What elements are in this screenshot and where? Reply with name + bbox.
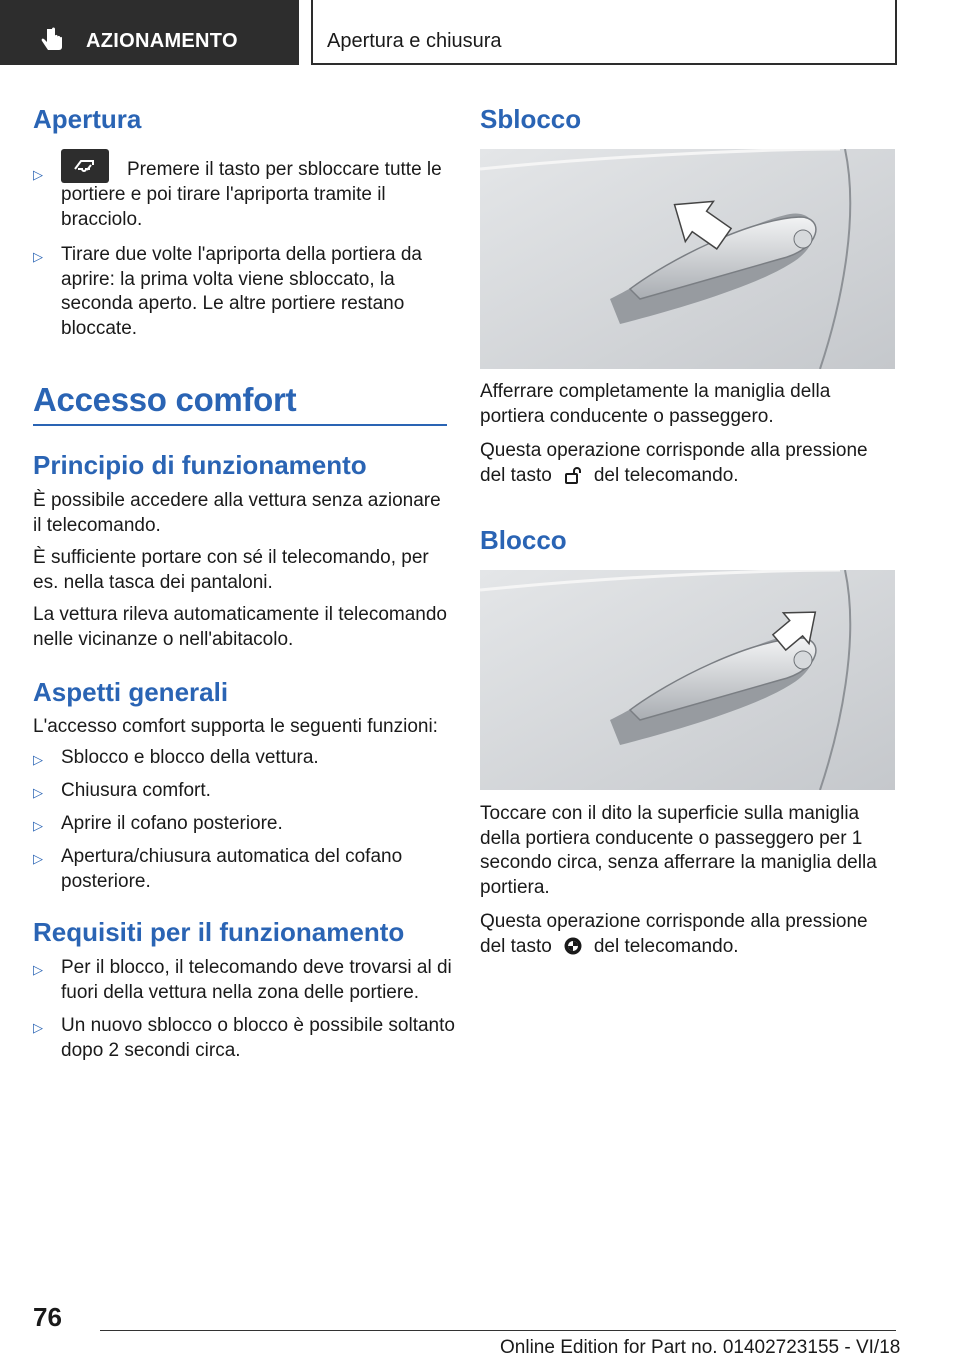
heading-accesso-comfort: Accesso comfort	[33, 381, 297, 418]
heading-requisiti: Requisiti per il funzionamento	[33, 917, 405, 947]
heading-aspetti-generali: Aspetti generali	[33, 677, 229, 707]
paragraph: È possibile accedere alla vettura senza azionare il telecomando.	[33, 490, 441, 536]
hand-pointer-icon	[38, 26, 66, 54]
paragraph: Toccare con il dito la superficie sulla maniglia della portiera conducente o passeggero per 1 secondo circa, senza afferrare la maniglia della portiera.	[480, 803, 877, 898]
triangle-bullet-icon: ▷	[33, 1020, 43, 1035]
heading-rule	[33, 424, 447, 426]
bmw-logo-icon	[564, 937, 582, 955]
paragraph: È sufficiente portare con sé il telecomando, per es. nella tasca dei pantaloni.	[33, 547, 429, 593]
page-number: 76	[33, 1302, 62, 1332]
triangle-bullet-icon: ▷	[33, 851, 43, 866]
triangle-bullet-icon: ▷	[33, 785, 43, 800]
unlock-icon	[564, 466, 582, 484]
door-handle-touch-photo	[480, 570, 895, 790]
header-section-tab	[0, 0, 299, 65]
paragraph: Questa operazione corrisponde alla pressione del tasto del telecomando.	[480, 911, 868, 957]
chapter-label: Apertura e chiusura	[327, 30, 502, 52]
triangle-bullet-icon: ▷	[33, 818, 43, 833]
footer-edition: Online Edition for Part no. 01402723155 - VI/18	[500, 1337, 901, 1358]
triangle-bullet-icon: ▷	[33, 962, 43, 977]
heading-sblocco: Sblocco	[480, 104, 582, 134]
door-handle-grip-photo	[480, 149, 895, 369]
heading-blocco: Blocco	[480, 525, 567, 555]
paragraph: L'accesso comfort supporta le seguenti funzioni:	[33, 716, 438, 737]
triangle-bullet-icon: ▷	[33, 167, 43, 182]
heading-apertura: Apertura	[33, 104, 142, 134]
footer-rule	[100, 1330, 896, 1331]
triangle-bullet-icon: ▷	[33, 249, 43, 264]
paragraph: La vettura rileva automaticamente il telecomando nelle vicinanze o nell'abitacolo.	[33, 604, 448, 650]
header-chapter-box	[311, 0, 897, 65]
trunk-key-icon	[61, 149, 109, 183]
paragraph: Questa operazione corrisponde alla pressione del tasto del telecomando.	[480, 440, 868, 486]
section-label: AZIONAMENTO	[86, 30, 238, 52]
triangle-bullet-icon: ▷	[33, 752, 43, 767]
paragraph: Afferrare completamente la maniglia della portiera conducente o passeggero.	[480, 381, 831, 427]
heading-principio: Principio di funzionamento	[33, 450, 367, 480]
